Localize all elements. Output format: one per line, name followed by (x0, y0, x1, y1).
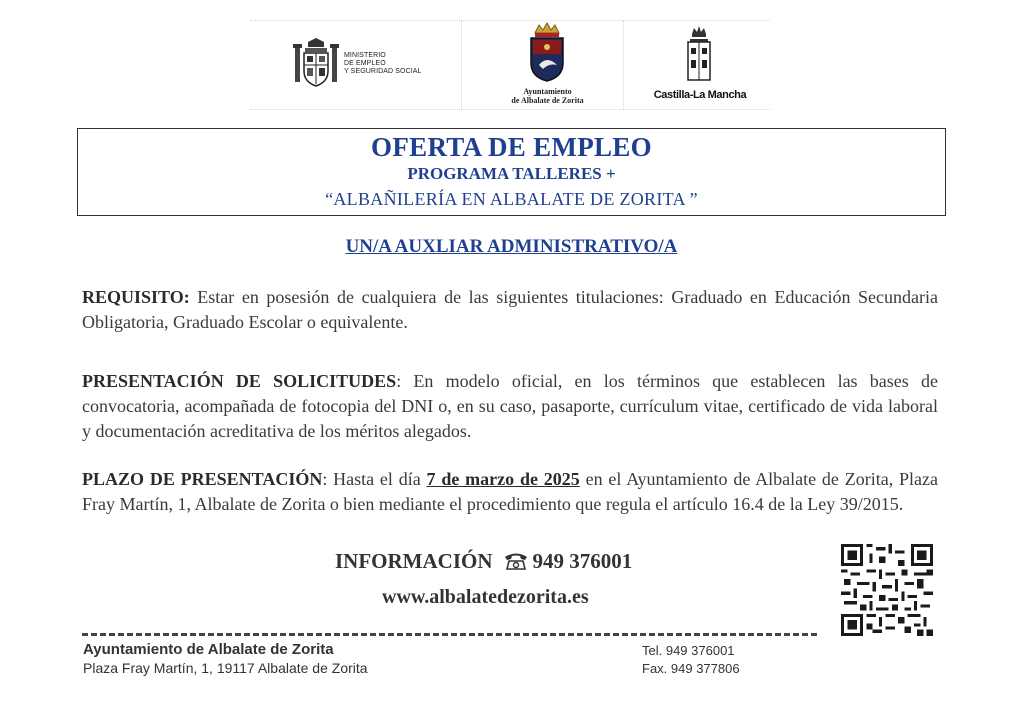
footer-telephone: Tel. 949 376001 (642, 643, 735, 658)
requirement-text: Estar en posesión de cualquiera de las siguientes titulaciones: Graduado en Educación Secundaria Obligatoria, Graduado Escolar o equivalente. (82, 287, 938, 332)
ayuntamiento-logo-line: de Albalate de Zorita (511, 96, 584, 105)
ministry-line: MINISTERIO (344, 52, 386, 59)
program-name: “ALBAÑILERÍA EN ALBALATE DE ZORITA ” (325, 189, 698, 209)
spain-coat-of-arms-icon (293, 38, 339, 90)
info-label: INFORMACIÓN (335, 549, 493, 573)
footer-organization: Ayuntamiento de Albalate de Zorita (83, 641, 334, 658)
applications-text: : En modelo oficial, en los términos que establecen las bases de convocatoria, acompañada de fotocopia del DNI o, en su caso, pasaporte, currículum vitae, certificado de vida laboral y documentación acreditativa de los méritos alegados. (82, 371, 938, 441)
ministry-line: DE EMPLEO (344, 60, 386, 67)
deadline-date: 7 de marzo de 2025 (426, 469, 580, 489)
castilla-la-mancha-castle-icon (684, 26, 714, 86)
applications-label: PRESENTACIÓN DE SOLICITUDES (82, 371, 397, 391)
ministry-line: Y SEGURIDAD SOCIAL (344, 68, 422, 75)
ayuntamiento-logo-text (485, 87, 610, 105)
position-title: UN/A AUXLIAR ADMINISTRATIVO/A (345, 236, 678, 257)
deadline-paragraph (82, 467, 938, 517)
logo-divider (623, 21, 624, 109)
requirement-paragraph (82, 285, 938, 335)
website-link[interactable]: www.albalatedezorita.es (382, 586, 589, 608)
footer-address: Plaza Fray Martín, 1, 19117 Albalate de Zorita (83, 660, 368, 676)
logo-divider (461, 21, 462, 109)
ayuntamiento-logo-line: Ayuntamiento (523, 87, 572, 96)
albalate-coat-of-arms-icon (527, 21, 567, 83)
deadline-text-before: : Hasta el día (322, 469, 427, 489)
qr-code-icon[interactable] (841, 544, 933, 636)
applications-paragraph (82, 369, 938, 444)
ministry-name (344, 52, 422, 76)
footer-fax: Fax. 949 377806 (642, 661, 740, 676)
page-title: OFERTA DE EMPLEO (371, 132, 652, 162)
info-phone: 949 376001 (532, 549, 633, 573)
footer-divider (82, 633, 817, 636)
requirement-label: REQUISITO: (82, 287, 190, 307)
deadline-label: PLAZO DE PRESENTACIÓN (82, 469, 323, 489)
info-line (335, 549, 632, 574)
program-subtitle: PROGRAMA TALLERES + (407, 164, 616, 183)
telephone-icon (503, 551, 529, 571)
deadline-text-after: en el Ayuntamiento de Albalate de Zorita, Plaza Fray Martín, 1, Albalate de Zorita o bien mediante el procedimiento que regula el artículo 16.4 de la Ley 39/2015. (82, 469, 939, 514)
region-logo-text: Castilla-La Mancha (653, 89, 747, 101)
